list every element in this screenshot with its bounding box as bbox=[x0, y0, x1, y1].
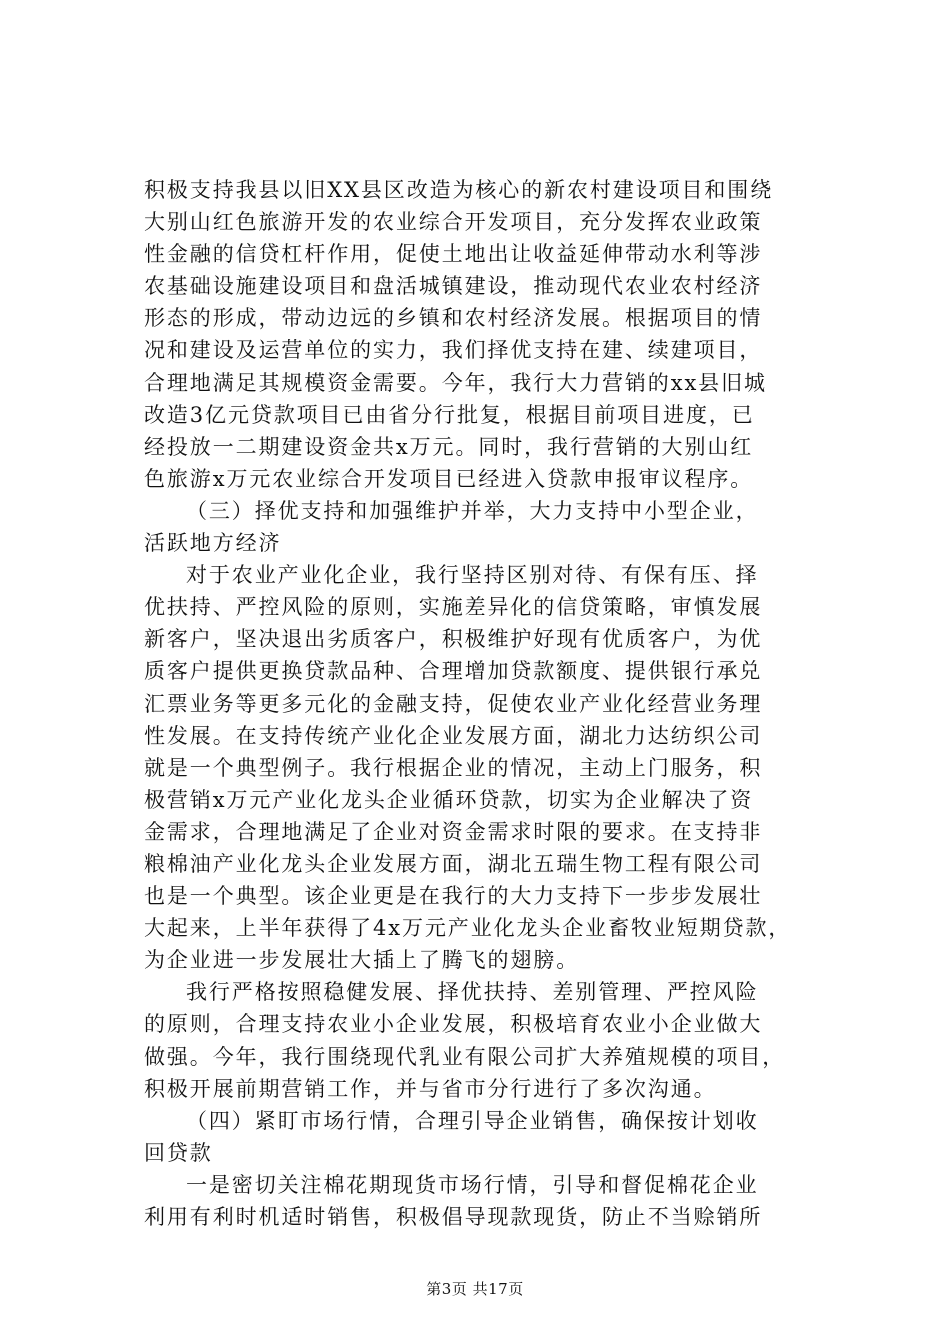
text-line: 金需求，合理地满足了企业对资金需求时限的要求。在支持非 bbox=[144, 819, 763, 844]
text-line: 性金融的信贷杠杆作用，促使土地出让收益延伸带动水利等涉 bbox=[144, 242, 763, 267]
text-line: 形态的形成，带动边远的乡镇和农村经济发展。根据项目的情 bbox=[144, 306, 763, 331]
text-line: 优扶持、严控风险的原则，实施差异化的信贷策略，审慎发展 bbox=[144, 595, 763, 620]
text-line: 利用有利时机适时销售，积极倡导现款现货，防止不当赊销所 bbox=[144, 1205, 763, 1229]
text-line: 对于农业产业化企业，我行坚持区别对待、有保有压、择 bbox=[186, 563, 759, 588]
text-line: 的原则，合理支持农业小企业发展，积极培育农业小企业做大 bbox=[144, 1012, 763, 1037]
text-line: 积极支持我县以旧XX县区改造为核心的新农村建设项目和围绕 bbox=[144, 178, 774, 202]
text-line: 做强。今年，我行围绕现代乳业有限公司扩大养殖规模的项目， bbox=[144, 1044, 786, 1069]
text-line: 况和建设及运营单位的实力，我们择优支持在建、续建项目， bbox=[144, 338, 763, 363]
text-line: 极营销x万元产业化龙头企业循环贷款，切实为企业解决了资 bbox=[144, 787, 754, 812]
text-line: 农基础设施建设项目和盘活城镇建设，推动现代农业农村经济 bbox=[144, 274, 763, 299]
page-number-footer: 第3页 共17页 bbox=[426, 1280, 524, 1298]
text-line: 粮棉油产业化龙头企业发展方面，湖北五瑞生物工程有限公司 bbox=[144, 851, 763, 876]
text-line: 一是密切关注棉花期现货市场行情，引导和督促棉花企业 bbox=[186, 1172, 759, 1197]
text-line: 经投放一二期建设资金共x万元。同时，我行营销的大别山红 bbox=[144, 434, 754, 459]
section-heading-4: （四）紧盯市场行情，合理引导企业销售，确保按计划收 bbox=[186, 1108, 759, 1133]
text-line: 我行严格按照稳健发展、择优扶持、差别管理、严控风险 bbox=[186, 980, 759, 1005]
text-line: 质客户提供更换贷款品种、合理增加贷款额度、提供银行承兑 bbox=[144, 659, 763, 684]
text-line: 汇票业务等更多元化的金融支持，促使农业产业化经营业务理 bbox=[144, 691, 763, 716]
section-heading-3: （三）择优支持和加强维护并举，大力支持中小型企业， bbox=[186, 498, 759, 523]
section-heading-4-cont: 回贷款 bbox=[144, 1140, 213, 1165]
text-line: 就是一个典型例子。我行根据企业的情况，主动上门服务，积 bbox=[144, 755, 763, 780]
text-line: 大起来，上半年获得了4x万元产业化龙头企业畜牧业短期贷款， bbox=[144, 916, 792, 941]
text-line: 为企业进一步发展壮大插上了腾飞的翅膀。 bbox=[144, 948, 580, 973]
text-line: 改造3亿元贷款项目已由省分行批复，根据目前项目进度，已 bbox=[144, 402, 755, 427]
section-heading-3-cont: 活跃地方经济 bbox=[144, 531, 282, 556]
text-line: 性发展。在支持传统产业化企业发展方面，湖北力达纺织公司 bbox=[144, 723, 763, 748]
text-line: 大别山红色旅游开发的农业综合开发项目，充分发挥农业政策 bbox=[144, 210, 763, 235]
text-line: 新客户，坚决退出劣质客户，积极维护好现有优质客户，为优 bbox=[144, 627, 763, 652]
document-body bbox=[144, 174, 844, 1233]
text-line: 合理地满足其规模资金需要。今年，我行大力营销的xx县旧城 bbox=[144, 370, 767, 395]
text-line: 积极开展前期营销工作，并与省市分行进行了多次沟通。 bbox=[144, 1076, 717, 1101]
text-line: 也是一个典型。该企业更是在我行的大力支持下一步步发展壮 bbox=[144, 884, 763, 909]
text-line: 色旅游x万元农业综合开发项目已经进入贷款申报审议程序。 bbox=[144, 466, 754, 491]
